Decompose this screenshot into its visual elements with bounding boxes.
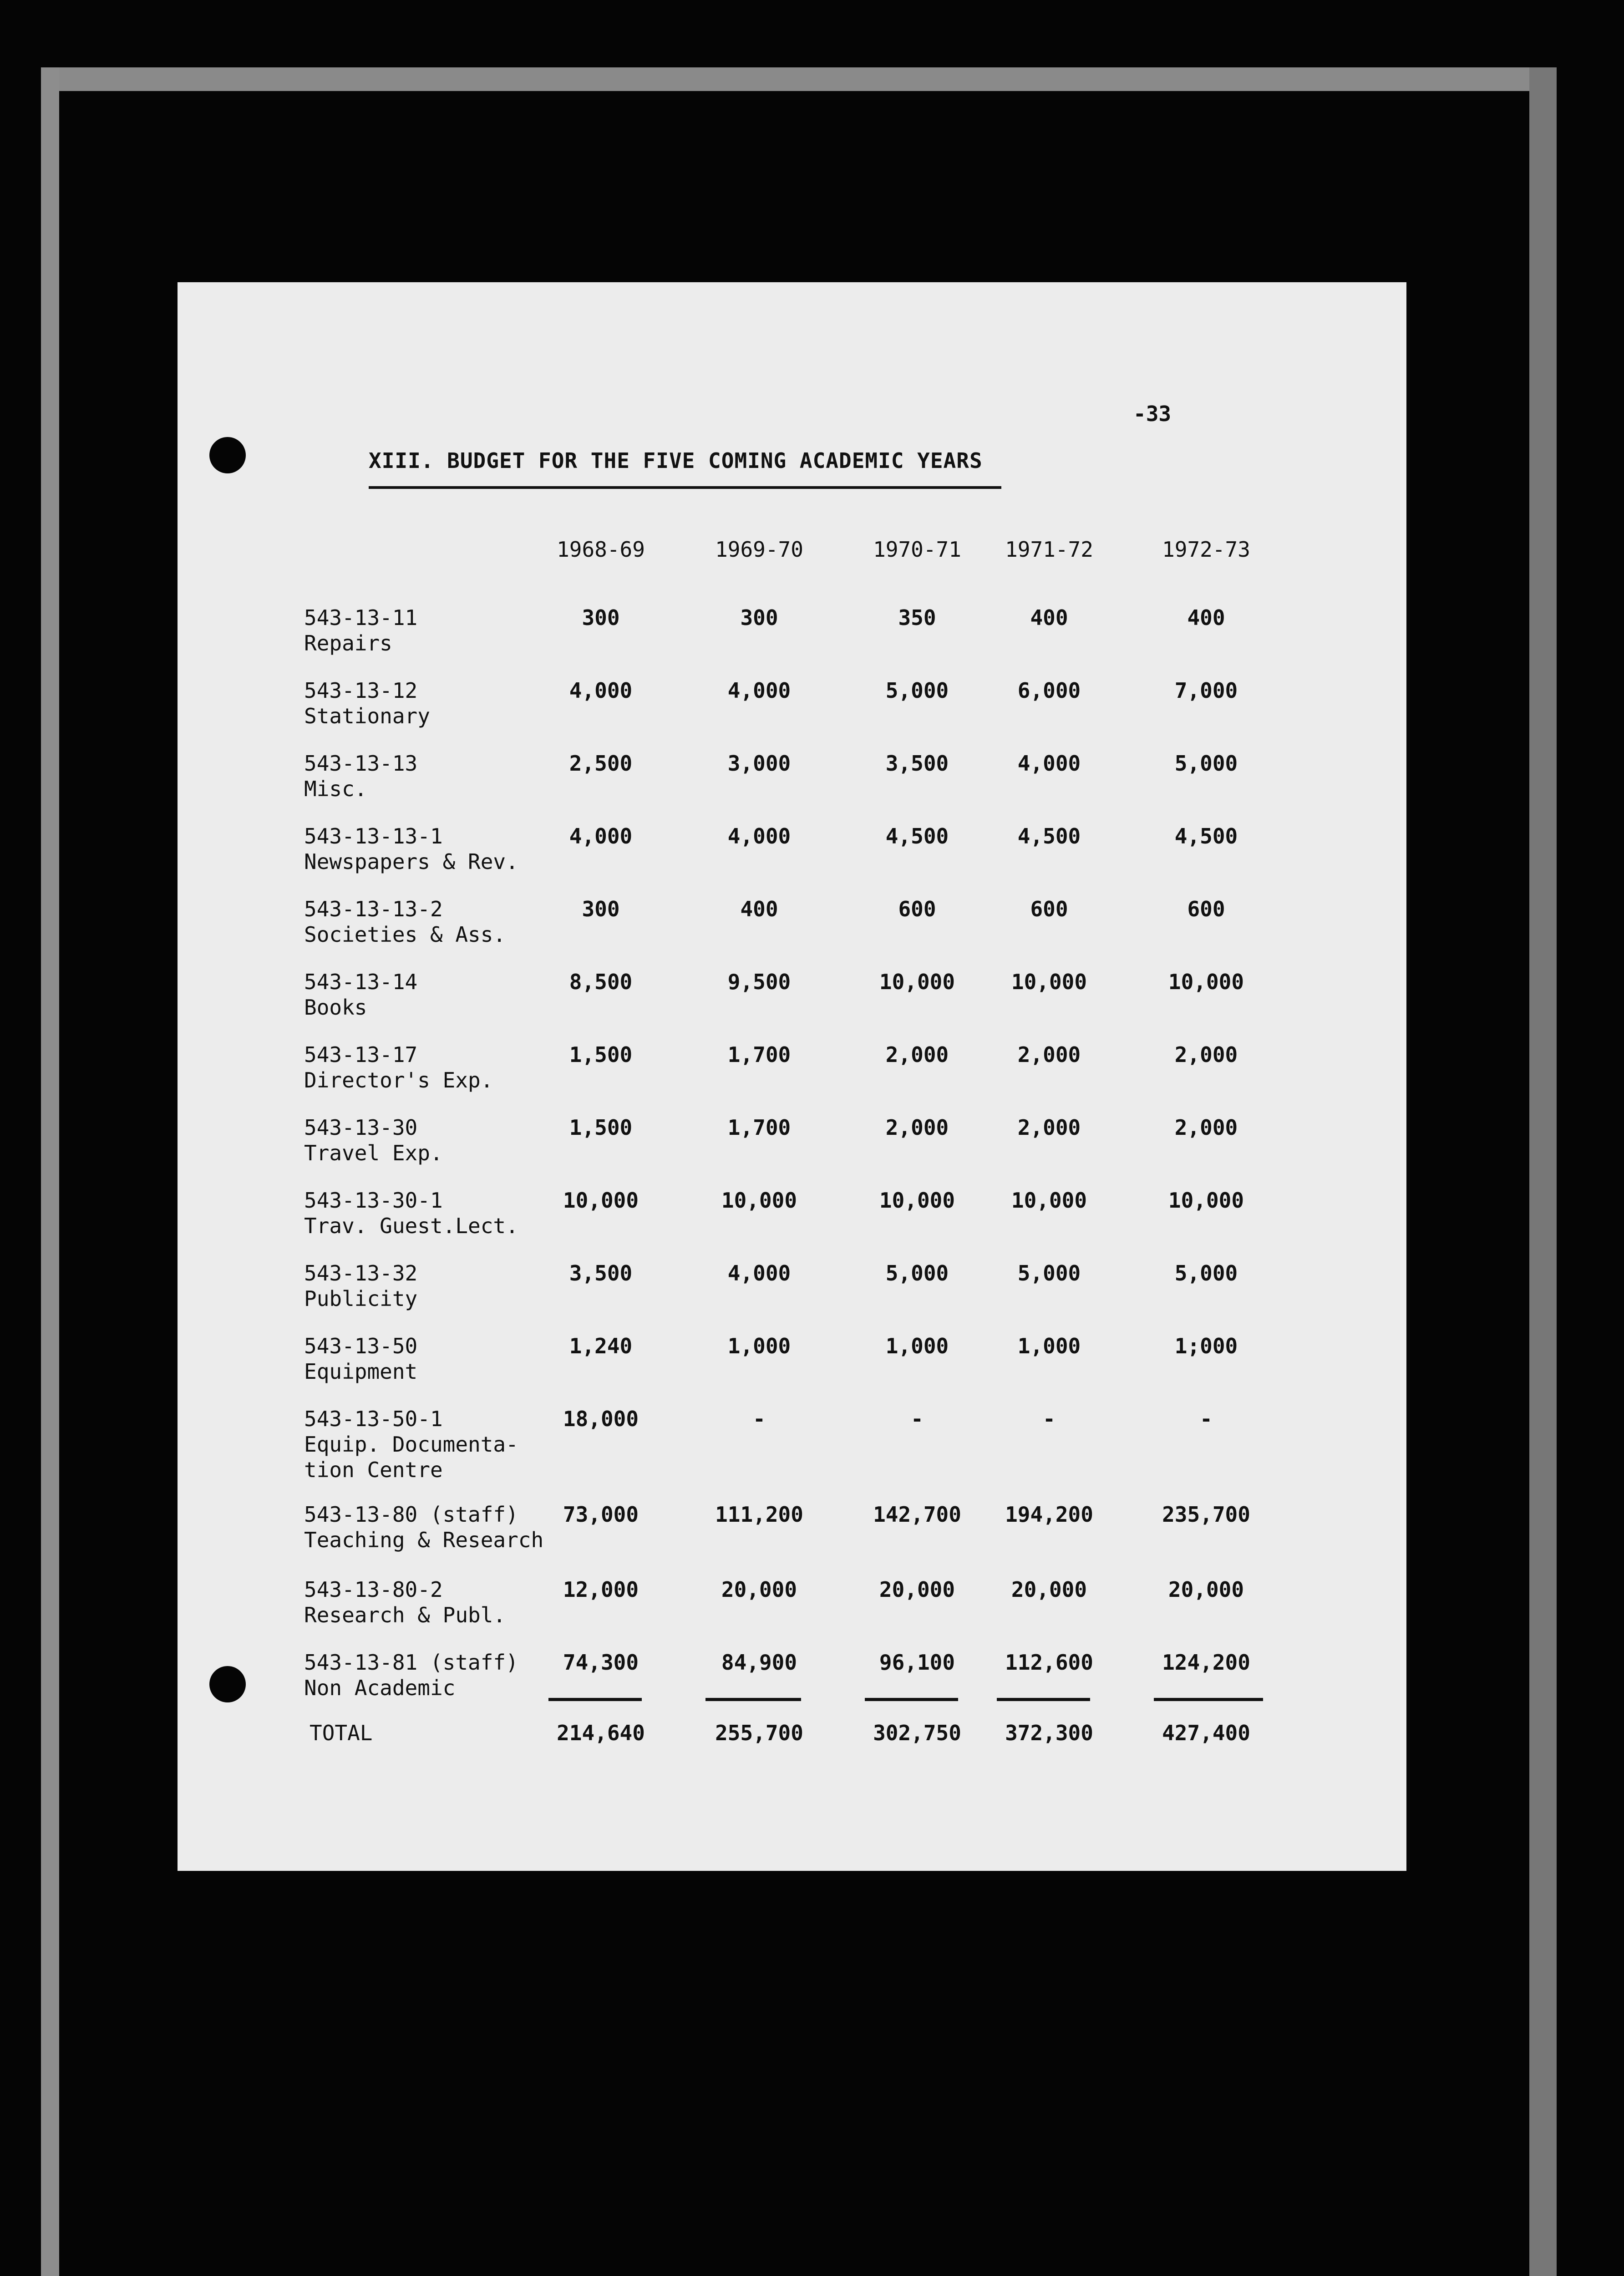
account-code: 543-13-12 <box>304 678 418 703</box>
budget-cell: 10,000 <box>1011 1188 1087 1213</box>
budget-cell: 4,500 <box>1017 824 1081 848</box>
budget-cell: 5,000 <box>885 1261 949 1285</box>
total-underline <box>548 1698 642 1701</box>
budget-cell: 6,000 <box>1017 678 1081 703</box>
budget-cell: 5,000 <box>885 678 949 703</box>
account-description: Travel Exp. <box>304 1141 443 1165</box>
budget-cell: 10,000 <box>1168 970 1244 994</box>
budget-cell: 2,000 <box>1174 1115 1238 1140</box>
budget-cell: 5,000 <box>1017 1261 1081 1285</box>
microfilm-frame-right <box>1529 67 1557 2276</box>
account-description: Equipment <box>304 1359 418 1384</box>
budget-cell: 10,000 <box>879 970 955 994</box>
budget-cell: 2,000 <box>885 1042 949 1067</box>
budget-cell: - <box>911 1407 924 1431</box>
account-code: 543-13-17 <box>304 1042 418 1067</box>
budget-cell: 9,500 <box>727 970 791 994</box>
account-description: Newspapers & Rev. <box>304 849 518 874</box>
budget-cell: 600 <box>898 897 936 921</box>
budget-cell: - <box>753 1407 766 1431</box>
budget-cell: 4,000 <box>727 1261 791 1285</box>
document-page <box>178 282 1406 1871</box>
budget-cell: 73,000 <box>563 1502 639 1527</box>
budget-cell: 600 <box>1030 897 1068 921</box>
budget-cell: 4,000 <box>1017 751 1081 776</box>
budget-cell: 20,000 <box>879 1577 955 1602</box>
account-code: 543-13-30 <box>304 1115 418 1140</box>
budget-cell: 235,700 <box>1162 1502 1250 1527</box>
total-cell: 372,300 <box>1005 1721 1093 1745</box>
budget-cell: 400 <box>1187 605 1225 630</box>
budget-cell: 5,000 <box>1174 1261 1238 1285</box>
page-number: -33 <box>1133 401 1172 426</box>
budget-cell: 2,000 <box>1017 1115 1081 1140</box>
budget-cell: 1,000 <box>885 1334 949 1358</box>
account-description: Trav. Guest.Lect. <box>304 1214 518 1238</box>
account-code: 543-13-13-2 <box>304 897 443 921</box>
budget-cell: 4,000 <box>569 678 633 703</box>
budget-cell: 4,500 <box>885 824 949 848</box>
account-code: 543-13-80 (staff) <box>304 1502 518 1527</box>
title-underline <box>369 486 1001 489</box>
account-description: Director's Exp. <box>304 1068 493 1092</box>
account-description: Research & Publ. <box>304 1603 506 1627</box>
account-code: 543-13-13 <box>304 751 418 776</box>
budget-cell: 3,000 <box>727 751 791 776</box>
budget-cell: 1,700 <box>727 1042 791 1067</box>
microfilm-frame-left <box>41 67 59 2276</box>
account-description: Repairs <box>304 631 392 655</box>
total-cell: 214,640 <box>557 1721 645 1745</box>
budget-cell: 300 <box>740 605 778 630</box>
budget-cell: 96,100 <box>879 1650 955 1675</box>
year-header: 1971-72 <box>1005 537 1093 562</box>
budget-cell: 4,000 <box>727 678 791 703</box>
budget-cell: 2,000 <box>885 1115 949 1140</box>
budget-cell: 7,000 <box>1174 678 1238 703</box>
budget-cell: 2,000 <box>1017 1042 1081 1067</box>
total-cell: 302,750 <box>873 1721 961 1745</box>
account-description: Non Academic <box>304 1676 456 1700</box>
budget-cell: 1,500 <box>569 1042 633 1067</box>
budget-cell: 3,500 <box>569 1261 633 1285</box>
budget-cell: 10,000 <box>1011 970 1087 994</box>
total-underline <box>997 1698 1090 1701</box>
budget-cell: 5,000 <box>1174 751 1238 776</box>
budget-cell: 20,000 <box>1168 1577 1244 1602</box>
account-description: Books <box>304 995 367 1020</box>
budget-cell: 8,500 <box>569 970 633 994</box>
budget-cell: 1,000 <box>1017 1334 1081 1358</box>
budget-cell: 74,300 <box>563 1650 639 1675</box>
year-header: 1970-71 <box>873 537 961 562</box>
account-description: Teaching & Research <box>304 1528 544 1552</box>
account-code: 543-13-32 <box>304 1261 418 1285</box>
budget-cell: 10,000 <box>1168 1188 1244 1213</box>
budget-cell: 84,900 <box>721 1650 797 1675</box>
budget-cell: 2,500 <box>569 751 633 776</box>
microfilm-frame-top <box>41 67 1557 91</box>
budget-cell: 20,000 <box>1011 1577 1087 1602</box>
budget-cell: 12,000 <box>563 1577 639 1602</box>
budget-cell: 2,000 <box>1174 1042 1238 1067</box>
year-header: 1972-73 <box>1162 537 1250 562</box>
account-description: Misc. <box>304 777 367 801</box>
budget-cell: 1,500 <box>569 1115 633 1140</box>
punch-hole-bottom <box>209 1666 246 1702</box>
account-code: 543-13-11 <box>304 605 418 630</box>
account-description: Societies & Ass. <box>304 922 506 947</box>
account-code: 543-13-81 (staff) <box>304 1650 518 1675</box>
year-header: 1968-69 <box>557 537 645 562</box>
account-description: Equip. Documenta- tion Centre <box>304 1432 518 1482</box>
budget-cell: 4,000 <box>569 824 633 848</box>
total-underline <box>1154 1698 1263 1701</box>
budget-cell: 4,000 <box>727 824 791 848</box>
account-code: 543-13-14 <box>304 970 418 994</box>
budget-cell: 1,000 <box>727 1334 791 1358</box>
budget-cell: 112,600 <box>1005 1650 1093 1675</box>
total-cell: 427,400 <box>1162 1721 1250 1745</box>
budget-cell: - <box>1043 1407 1056 1431</box>
budget-cell: 10,000 <box>721 1188 797 1213</box>
budget-cell: 400 <box>740 897 778 921</box>
account-code: 543-13-80-2 <box>304 1577 443 1602</box>
budget-cell: 350 <box>898 605 936 630</box>
budget-cell: 4,500 <box>1174 824 1238 848</box>
budget-cell: 194,200 <box>1005 1502 1093 1527</box>
account-code: 543-13-50 <box>304 1334 418 1358</box>
budget-cell: 10,000 <box>563 1188 639 1213</box>
budget-cell: 3,500 <box>885 751 949 776</box>
total-underline <box>865 1698 958 1701</box>
punch-hole-top <box>209 437 246 473</box>
page-title: XIII. BUDGET FOR THE FIVE COMING ACADEMIC YEARS <box>369 448 983 473</box>
year-header: 1969-70 <box>715 537 803 562</box>
budget-cell: 600 <box>1187 897 1225 921</box>
account-code: 543-13-30-1 <box>304 1188 443 1213</box>
budget-cell: - <box>1200 1407 1213 1431</box>
budget-cell: 20,000 <box>721 1577 797 1602</box>
account-code: 543-13-50-1 <box>304 1407 443 1431</box>
account-description: Publicity <box>304 1286 418 1311</box>
budget-cell: 1,700 <box>727 1115 791 1140</box>
total-underline <box>705 1698 801 1701</box>
budget-cell: 142,700 <box>873 1502 961 1527</box>
total-cell: 255,700 <box>715 1721 803 1745</box>
budget-cell: 300 <box>582 605 620 630</box>
account-code: 543-13-13-1 <box>304 824 443 848</box>
total-label: TOTAL <box>310 1721 373 1745</box>
budget-cell: 18,000 <box>563 1407 639 1431</box>
budget-cell: 300 <box>582 897 620 921</box>
account-description: Stationary <box>304 704 430 728</box>
budget-cell: 124,200 <box>1162 1650 1250 1675</box>
budget-cell: 10,000 <box>879 1188 955 1213</box>
budget-cell: 1;000 <box>1174 1334 1238 1358</box>
budget-cell: 1,240 <box>569 1334 633 1358</box>
budget-cell: 111,200 <box>715 1502 803 1527</box>
budget-cell: 400 <box>1030 605 1068 630</box>
